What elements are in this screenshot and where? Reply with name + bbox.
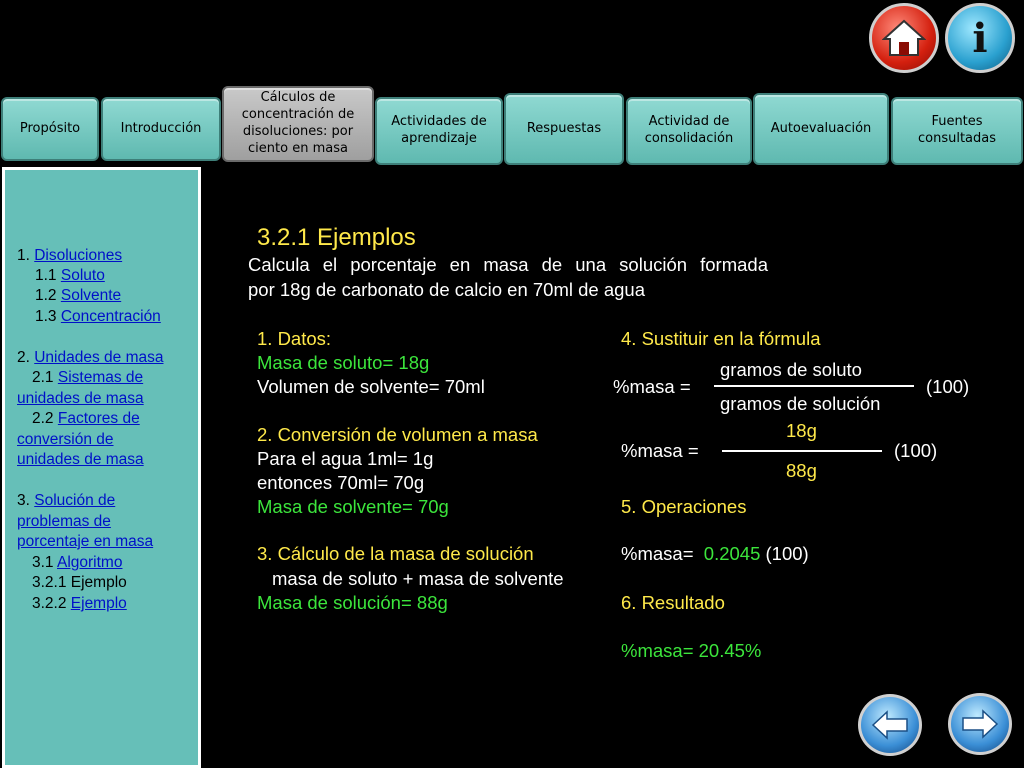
masa-solvente: Masa de solvente= 70g bbox=[257, 496, 449, 517]
problem-statement-line2: por 18g de carbonato de calcio en 70ml de agua bbox=[248, 279, 646, 300]
tab-introduccion[interactable] bbox=[101, 97, 221, 161]
datos-heading: 1. Datos: bbox=[257, 328, 332, 349]
sidebar-item: 1.1 Soluto bbox=[35, 267, 105, 284]
numeric-denominator: 88g bbox=[786, 460, 817, 481]
sidebar-item bbox=[17, 450, 144, 470]
formula-denominator: gramos de solución bbox=[720, 393, 881, 414]
resultado-value: %masa= 20.45% bbox=[621, 640, 762, 661]
sidebar-link-solucion-cont[interactable]: problemas de bbox=[17, 513, 111, 530]
sidebar-item-current: 3.2.1 Ejemplo bbox=[32, 574, 127, 591]
tab-fuentes[interactable] bbox=[891, 97, 1023, 165]
tab-label: Propósito bbox=[19, 120, 81, 136]
info-icon: i bbox=[972, 14, 988, 62]
sidebar-link-factores-cont[interactable]: conversión de bbox=[17, 431, 114, 448]
sidebar-link-disoluciones[interactable]: Disoluciones bbox=[34, 247, 123, 264]
sidebar-link-factores[interactable]: Factores de bbox=[57, 410, 140, 427]
resultado-heading: 6. Resultado bbox=[621, 592, 725, 613]
agua-equivalencia: Para el agua 1ml= 1g bbox=[257, 448, 434, 469]
arrow-right-icon bbox=[961, 709, 999, 739]
sidebar-link-solucion-problemas[interactable]: Solución de bbox=[34, 492, 116, 509]
formula-numerator: gramos de soluto bbox=[720, 359, 862, 380]
tab-label: Respuestas bbox=[526, 120, 602, 136]
operacion-value: 0.2045 bbox=[703, 543, 761, 564]
sidebar-link-factores-cont2[interactable]: unidades de masa bbox=[17, 451, 144, 468]
sidebar-link-concentracion[interactable]: Concentración bbox=[60, 308, 161, 325]
tab-label: Actividad de consolidación bbox=[644, 114, 734, 146]
sidebar-item: 2.1 Sistemas de bbox=[32, 369, 144, 386]
tab-proposito[interactable] bbox=[1, 97, 99, 161]
fraction-bar bbox=[714, 385, 914, 387]
fraction-bar bbox=[722, 450, 882, 452]
sidebar-item bbox=[17, 532, 153, 552]
sidebar-item: 1. Disoluciones bbox=[17, 247, 123, 264]
calculo-heading: 3. Cálculo de la masa de solución bbox=[257, 543, 534, 564]
sidebar-link-sistemas[interactable]: Sistemas de bbox=[57, 369, 144, 386]
sidebar-item: 3.2.2 Ejemplo bbox=[32, 595, 127, 612]
tab-label: Actividades de aprendizaje bbox=[391, 114, 487, 146]
sidebar-item: 1.3 Concentración bbox=[35, 308, 161, 325]
suma-masas: masa de soluto + masa de solvente bbox=[272, 568, 564, 589]
sidebar-item: 3. Solución de bbox=[17, 492, 116, 509]
tab-label: Introducción bbox=[120, 120, 202, 136]
arrow-left-icon bbox=[871, 710, 909, 740]
sidebar-item: 2.2 Factores de bbox=[32, 410, 140, 427]
next-button[interactable] bbox=[948, 693, 1012, 755]
info-button[interactable] bbox=[945, 3, 1015, 73]
numeric-numerator: 18g bbox=[786, 420, 817, 441]
formula-factor: (100) bbox=[926, 376, 970, 397]
sidebar-link-solvente[interactable]: Solvente bbox=[60, 287, 122, 304]
tab-label: Cálculos de concentración de disoluciones: por ciento en masa bbox=[241, 90, 355, 156]
home-button[interactable] bbox=[869, 3, 939, 73]
home-icon bbox=[882, 18, 926, 58]
operaciones-heading: 5. Operaciones bbox=[621, 496, 747, 517]
sidebar-link-solucion-cont2[interactable]: porcentaje en masa bbox=[17, 533, 154, 550]
entonces: entonces 70ml= 70g bbox=[257, 472, 425, 493]
numeric-factor: (100) bbox=[894, 440, 938, 461]
tab-actividad-consolidacion[interactable] bbox=[626, 97, 752, 165]
volumen-solvente: Volumen de solvente= 70ml bbox=[257, 376, 485, 397]
tab-label: Autoevaluación bbox=[770, 120, 872, 136]
back-button[interactable] bbox=[858, 694, 922, 756]
masa-solucion: Masa de solución= 88g bbox=[257, 592, 448, 613]
conversion-heading: 2. Conversión de volumen a masa bbox=[257, 424, 538, 445]
sidebar-item bbox=[17, 512, 111, 532]
tab-autoevaluacion[interactable] bbox=[753, 93, 889, 165]
numeric-pct-label: %masa = bbox=[621, 440, 699, 461]
sidebar-item: 2. Unidades de masa bbox=[17, 349, 164, 366]
sidebar-item: 3.1 Algoritmo bbox=[32, 554, 123, 571]
sustituir-heading: 4. Sustituir en la fórmula bbox=[621, 328, 821, 349]
sidebar-index bbox=[2, 167, 201, 768]
sidebar-link-ejemplo[interactable]: Ejemplo bbox=[70, 595, 127, 612]
tab-actividades[interactable] bbox=[375, 97, 503, 165]
sidebar-item: 1.2 Solvente bbox=[35, 287, 122, 304]
tab-respuestas[interactable] bbox=[504, 93, 624, 165]
sidebar-link-algoritmo[interactable]: Algoritmo bbox=[57, 554, 123, 571]
sidebar-item bbox=[17, 430, 114, 450]
sidebar-link-soluto[interactable]: Soluto bbox=[60, 267, 105, 284]
operacion-line: %masa= 0.2045 (100) bbox=[621, 543, 809, 564]
sidebar-link-unidades-masa[interactable]: Unidades de masa bbox=[34, 349, 164, 366]
page-title: 3.2.1 Ejemplos bbox=[257, 224, 416, 251]
formula-pct-label: %masa = bbox=[613, 376, 691, 397]
sidebar-link-sistemas-cont[interactable]: unidades de masa bbox=[17, 390, 144, 407]
tab-calculos[interactable] bbox=[222, 86, 374, 162]
sidebar-item bbox=[17, 389, 144, 409]
masa-soluto: Masa de soluto= 18g bbox=[257, 352, 430, 373]
tab-label: Fuentes consultadas bbox=[917, 114, 997, 146]
problem-statement-line1: Calcula el porcentaje en masa de una solución formada bbox=[248, 254, 768, 275]
